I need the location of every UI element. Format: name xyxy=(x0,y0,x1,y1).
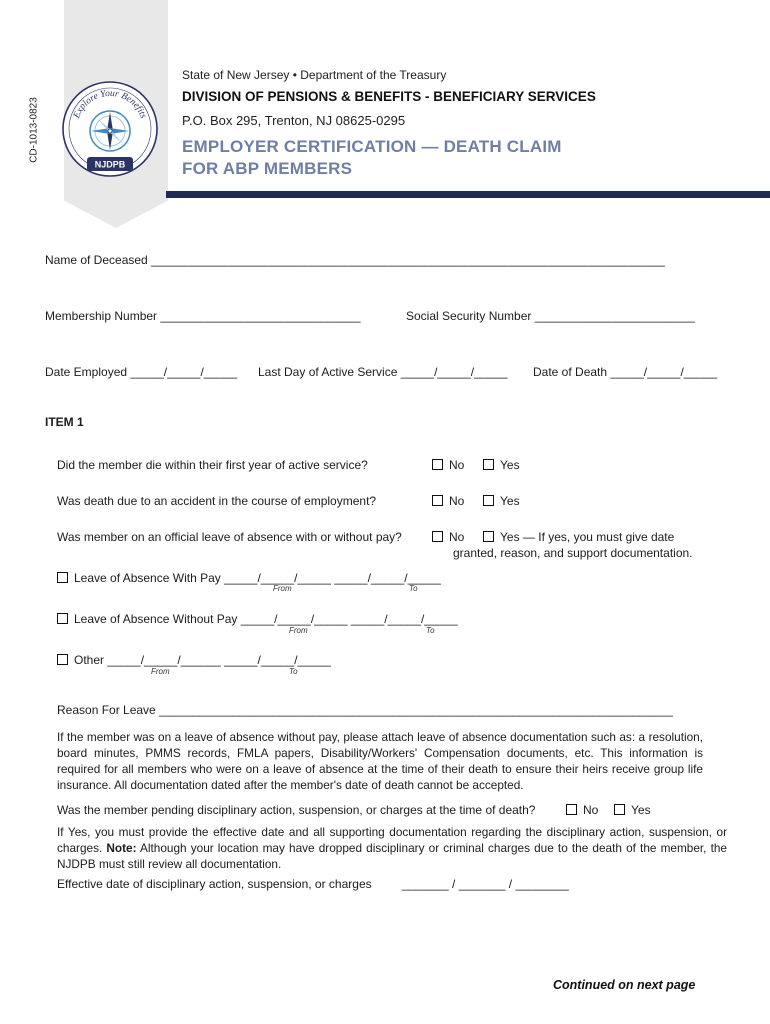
checkbox-icon[interactable] xyxy=(483,495,494,506)
item1-heading: ITEM 1 xyxy=(45,415,84,429)
leave-with-pay-checkbox[interactable] xyxy=(57,571,441,585)
to-caption: To xyxy=(426,626,435,635)
date-employed-field[interactable]: Date Employed _____/_____/_____ xyxy=(45,365,238,379)
question-leave-of-absence: Was member on an official leave of absence with or without pay? xyxy=(57,530,402,544)
checkbox-icon[interactable] xyxy=(566,804,577,815)
q1-yes-checkbox[interactable] xyxy=(483,458,520,472)
from-caption: From xyxy=(273,584,292,593)
disciplinary-text-a: If Yes, you must provide the effective date and all supporting documentation regarding the disciplinary action, suspension, or charges. xyxy=(57,825,727,855)
note-label: Note: xyxy=(106,841,137,855)
state-line: State of New Jersey • Department of the Treasury xyxy=(182,68,447,82)
disciplinary-no-label: No xyxy=(583,803,599,817)
form-title-line2: FOR ABP MEMBERS xyxy=(182,159,353,178)
continued-on-next-page: Continued on next page xyxy=(553,978,696,992)
question-disciplinary: Was the member pending disciplinary action, suspension, or charges at the time of death? xyxy=(57,803,536,817)
membership-number-field[interactable]: Membership Number ______________________________ xyxy=(45,309,361,323)
checkbox-icon[interactable] xyxy=(57,654,68,665)
name-of-deceased-field[interactable]: Name of Deceased _____________________________________________________________________________ xyxy=(45,253,665,267)
checkbox-icon[interactable] xyxy=(57,613,68,624)
question-first-year: Did the member die within their first year of active service? xyxy=(57,458,368,472)
form-code: CD-1013-0823 xyxy=(28,97,40,163)
leave-documentation-paragraph: If the member was on a leave of absence without pay, please attach leave of absence documentation such as: a resolution, board minutes, PMMS records, FMLA papers, Disability/Workers' Compensation documents, etc. This information is required for all members who were on a leave of absence at the time of their death to ensure their heirs receive group life insurance. All documentation dated after the member's date of death cannot be accepted. xyxy=(57,730,703,792)
effective-date-field[interactable]: _______ / _______ / ________ xyxy=(402,877,569,891)
other-leave-label[interactable]: Other _____/_____/______ _____/_____/_____ xyxy=(74,653,331,667)
q3-no-label: No xyxy=(449,530,465,544)
q1-yes-label: Yes xyxy=(500,458,520,472)
effective-date-label: Effective date of disciplinary action, suspension, or charges xyxy=(57,877,372,891)
division-name: DIVISION OF PENSIONS & BENEFITS - BENEFICIARY SERVICES xyxy=(182,89,596,104)
q1-no-label: No xyxy=(449,458,465,472)
q3-yes-label: Yes — If yes, you must give date xyxy=(500,530,675,544)
from-caption: From xyxy=(289,626,308,635)
seal-bottom-text: NJDPB xyxy=(94,159,126,170)
checkbox-icon[interactable] xyxy=(57,572,68,583)
q3-no-checkbox[interactable] xyxy=(432,530,464,544)
checkbox-icon[interactable] xyxy=(614,804,625,815)
njdpb-seal-logo xyxy=(60,74,160,184)
leave-without-pay-checkbox[interactable] xyxy=(57,612,458,626)
last-day-active-service-field[interactable]: Last Day of Active Service _____/_____/_____ xyxy=(258,365,508,379)
disciplinary-yes-label: Yes xyxy=(631,803,651,817)
to-caption: To xyxy=(289,667,298,676)
disciplinary-text-b: Although your location may have dropped disciplinary or criminal charges due to the death of the member, the NJDPB must still review all documentation. xyxy=(57,841,727,871)
reason-for-leave-field[interactable]: Reason For Leave _____________________________________________________________________________ xyxy=(57,703,673,717)
q2-no-checkbox[interactable] xyxy=(432,494,464,508)
q3-yes-continuation: granted, reason, and support documentation. xyxy=(453,546,693,560)
from-caption: From xyxy=(151,667,170,676)
q1-no-checkbox[interactable] xyxy=(432,458,464,472)
leave-with-pay-label[interactable]: Leave of Absence With Pay _____/_____/_____ _____/_____/_____ xyxy=(74,571,441,585)
checkbox-icon[interactable] xyxy=(432,495,443,506)
seal-arc-text: Explore Your Benefits xyxy=(72,88,148,120)
header-divider-bar xyxy=(166,191,770,198)
q3-yes-checkbox[interactable] xyxy=(483,530,674,544)
date-of-death-field[interactable]: Date of Death _____/_____/_____ xyxy=(533,365,718,379)
disciplinary-paragraph xyxy=(57,824,727,872)
ssn-field[interactable]: Social Security Number ________________________ xyxy=(406,309,695,323)
q2-yes-checkbox[interactable] xyxy=(483,494,520,508)
division-address: P.O. Box 295, Trenton, NJ 08625-0295 xyxy=(182,113,406,128)
question-accident: Was death due to an accident in the course of employment? xyxy=(57,494,377,508)
checkbox-icon[interactable] xyxy=(432,459,443,470)
leave-without-pay-label[interactable]: Leave of Absence Without Pay _____/_____/_____ _____/_____/_____ xyxy=(74,612,458,626)
to-caption: To xyxy=(409,584,418,593)
disciplinary-no-checkbox[interactable] xyxy=(566,803,598,817)
disciplinary-yes-checkbox[interactable] xyxy=(614,803,651,817)
form-title-line1: EMPLOYER CERTIFICATION — DEATH CLAIM xyxy=(182,137,562,156)
checkbox-icon[interactable] xyxy=(483,459,494,470)
q2-no-label: No xyxy=(449,494,465,508)
q2-yes-label: Yes xyxy=(500,494,520,508)
checkbox-icon[interactable] xyxy=(483,531,494,542)
other-leave-checkbox[interactable] xyxy=(57,653,331,667)
checkbox-icon[interactable] xyxy=(432,531,443,542)
